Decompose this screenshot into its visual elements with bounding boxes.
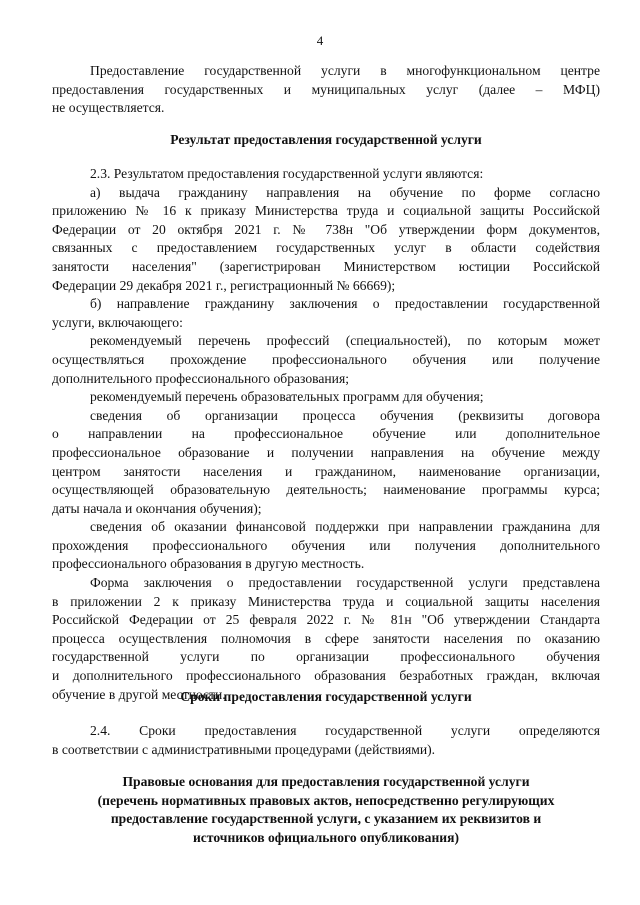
text-line: связанных с предоставлением государственных услуг в области содействия	[52, 240, 600, 256]
text-line: приложению № 16 к приказу Министерства труда и социальной защиты Российской	[52, 203, 600, 219]
mfc-note-paragraph	[52, 62, 600, 118]
text-line: даты начала и окончания обучения);	[52, 500, 262, 516]
heading-legal-line: предоставление государственной услуги, с указанием их реквизитов и	[110, 811, 542, 827]
page-number: 4	[316, 33, 324, 48]
text-line: 2.3. Результатом предоставления государственной услуги являются:	[90, 166, 484, 181]
text-line: в приложении 2 к приказу Министерства труда и социальной защиты населения	[52, 593, 600, 609]
text-line: а) выдача гражданину направления на обучение по форме согласно	[90, 184, 600, 200]
text-line: дополнительного профессионального образования;	[52, 370, 349, 386]
text-line: в соответствии с административными процедурами (действиями).	[52, 741, 436, 757]
heading-legal-line: источников официального опубликования)	[192, 829, 460, 845]
heading-legal	[52, 773, 600, 847]
text-line: 2.4. Сроки предоставления государственной услуги определяются	[90, 723, 600, 738]
text-line: Федерации от 20 октября 2021 г. № 738н "Об утверждении форм документов,	[52, 221, 600, 237]
text-line: предоставления государственных и муниципальных услуг (далее – МФЦ)	[52, 81, 600, 97]
heading-result: Результат предоставления государственной услуги	[170, 132, 482, 147]
terms-paragraph	[52, 722, 600, 759]
text-line: о направлении на профессиональное обучение или дополнительное	[52, 426, 600, 442]
text-line: профессионального образования в другую местность.	[52, 556, 365, 572]
text-line: осуществляющей образовательную деятельность; наименование программы курса;	[52, 482, 600, 498]
text-line: процесса осуществления полномочия в сфере занятости населения по оказанию	[52, 630, 600, 646]
text-line: рекомендуемый перечень образовательных программ для обучения;	[90, 389, 484, 405]
text-line: рекомендуемый перечень профессий (специальностей), по которым может	[90, 333, 600, 349]
text-line: Российской Федерации от 25 февраля 2022 г. № 81н "Об утверждении Стандарта	[52, 612, 600, 628]
text-line: и дополнительного профессионального образования безработных граждан, включая	[52, 668, 600, 684]
text-line: обучение в другой местности.	[52, 686, 226, 702]
text-line: Форма заключения о предоставлении государственной услуги представлена	[90, 575, 600, 591]
result-section	[52, 165, 600, 704]
text-line: б) направление гражданину заключения о предоставлении государственной	[90, 296, 600, 312]
text-line: занятости населения" (зарегистрирован Министерством юстиции Российской	[52, 258, 600, 274]
text-line: осуществляться прохождение профессионального обучения или получение	[52, 351, 600, 367]
text-line: не осуществляется.	[52, 100, 165, 116]
heading-terms: Сроки предоставления государственной услуги	[180, 689, 472, 704]
text-line: сведения об организации процесса обучения (реквизиты договора	[90, 407, 600, 423]
heading-legal-line: (перечень нормативных правовых актов, непосредственно регулирующих	[97, 792, 555, 808]
heading-legal-line: Правовые основания для предоставления государственной услуги	[122, 774, 530, 789]
text-line: Федерации 29 декабря 2021 г., регистрационный № 66669);	[52, 277, 396, 293]
text-line: государственной услуги по организации профессионального обучения	[52, 649, 600, 665]
text-line: центром занятости населения и гражданином, наименование организации,	[52, 463, 600, 479]
text-line: сведения об оказании финансовой поддержки при направлении гражданина для	[90, 519, 600, 535]
text-line: услуги, включающего:	[52, 314, 183, 330]
text-line: Предоставление государственной услуги в многофункциональном центре	[90, 63, 600, 78]
text-line: профессиональное образование и получении направления на обучение между	[52, 444, 600, 460]
text-line: прохождения профессионального обучения или получения дополнительного	[52, 537, 600, 553]
